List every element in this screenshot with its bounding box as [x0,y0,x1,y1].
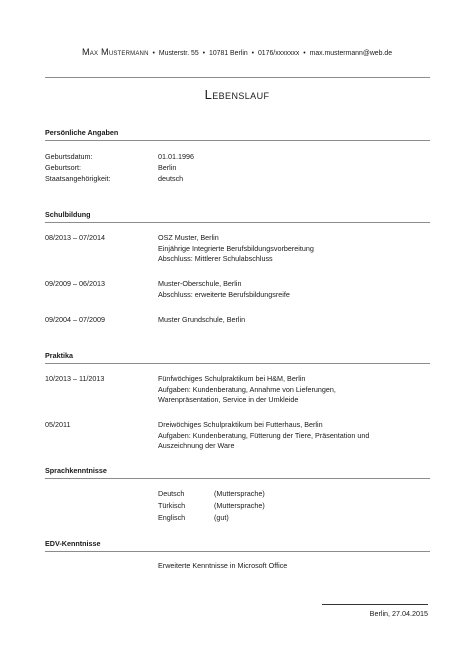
section-divider [45,140,430,141]
entry-line: Abschluss: Mittlerer Schulabschluss [158,254,273,263]
entry-line: Dreiwöchiges Schulpraktikum bei Futterhaus, Berlin [158,420,323,429]
city: 10781 Berlin [208,50,248,57]
title-text: Lebenslauf [204,87,270,102]
entry-line: Aufgaben: Kundenberatung, Annahme von Lieferungen, [158,384,336,394]
separator-bullet: • [152,50,155,57]
name-text: Max Mustermann [81,47,149,57]
entry-line: Fünfwöchiges Schulpraktikum bei H&M, Berlin [158,374,306,383]
entry-details [158,233,314,265]
header-divider [45,77,430,78]
separator-bullet: • [202,50,206,57]
entry-period: 10/2013 – 11/2013 [45,374,105,383]
entry-details [158,374,336,406]
section-title-internships: Praktika [45,351,73,360]
language-name: Deutsch [158,489,185,498]
signature-line [322,604,428,605]
separator-bullet: • [251,50,255,57]
section-title-school: Schulbildung [45,210,91,219]
language-name: Englisch [158,513,186,522]
separator-bullet: • [303,50,306,57]
phone: 0176/xxxxxxx [257,50,300,57]
applicant-name [82,47,149,57]
field-label: Geburtsort: [45,163,81,172]
entry-details [158,420,369,452]
section-divider [45,551,430,552]
language-level: (Muttersprache) [214,489,265,498]
entry-details [158,279,290,300]
field-label: Staatsangehörigkeit: [45,174,111,183]
place-date: Berlin, 27.04.2015 [369,609,428,618]
section-divider [45,478,430,479]
section-divider [45,363,430,364]
entry-period: 09/2009 – 06/2013 [45,279,105,288]
field-value: Berlin [158,163,177,172]
field-label: Geburtsdatum: [45,152,93,161]
language-name: Türkisch [158,501,186,510]
entry-line: Muster Grundschule, Berlin [158,315,246,324]
entry-line: Einjährige Integrierte Berufsbildungsvorbereitung [158,243,314,253]
entry-line: OSZ Muster, Berlin [158,233,219,242]
email: max.mustermann@web.de [309,50,393,57]
section-title-personal: Persönliche Angaben [45,128,119,137]
language-level: (Muttersprache) [214,501,265,510]
street-address: Musterstr. 55 [158,50,199,57]
field-value: deutsch [158,174,184,183]
entry-line: Abschluss: erweiterte Berufsbildungsreife [158,289,290,299]
entry-line: Auszeichnung der Ware [158,441,235,450]
entry-details [158,315,245,326]
it-skills-text: Erweiterte Kenntnisse in Microsoft Office [158,561,288,570]
language-level: (gut) [214,513,229,522]
section-title-languages: Sprachkenntnisse [45,466,107,475]
entry-line: Warenpräsentation, Service in der Umkleide [158,395,299,404]
section-divider [45,222,430,223]
entry-line: Muster-Oberschule, Berlin [158,279,242,288]
field-value: 01.01.1996 [158,152,194,161]
entry-period: 05/2011 [45,420,71,429]
entry-line: Aufgaben: Kundenberatung, Fütterung der Tiere, Präsentation und [158,430,370,440]
contact-header [0,47,474,57]
section-title-it: EDV-Kenntnisse [45,539,101,548]
entry-period: 08/2013 – 07/2014 [45,233,105,242]
entry-period: 09/2004 – 07/2009 [45,315,105,324]
document-title [0,87,474,102]
